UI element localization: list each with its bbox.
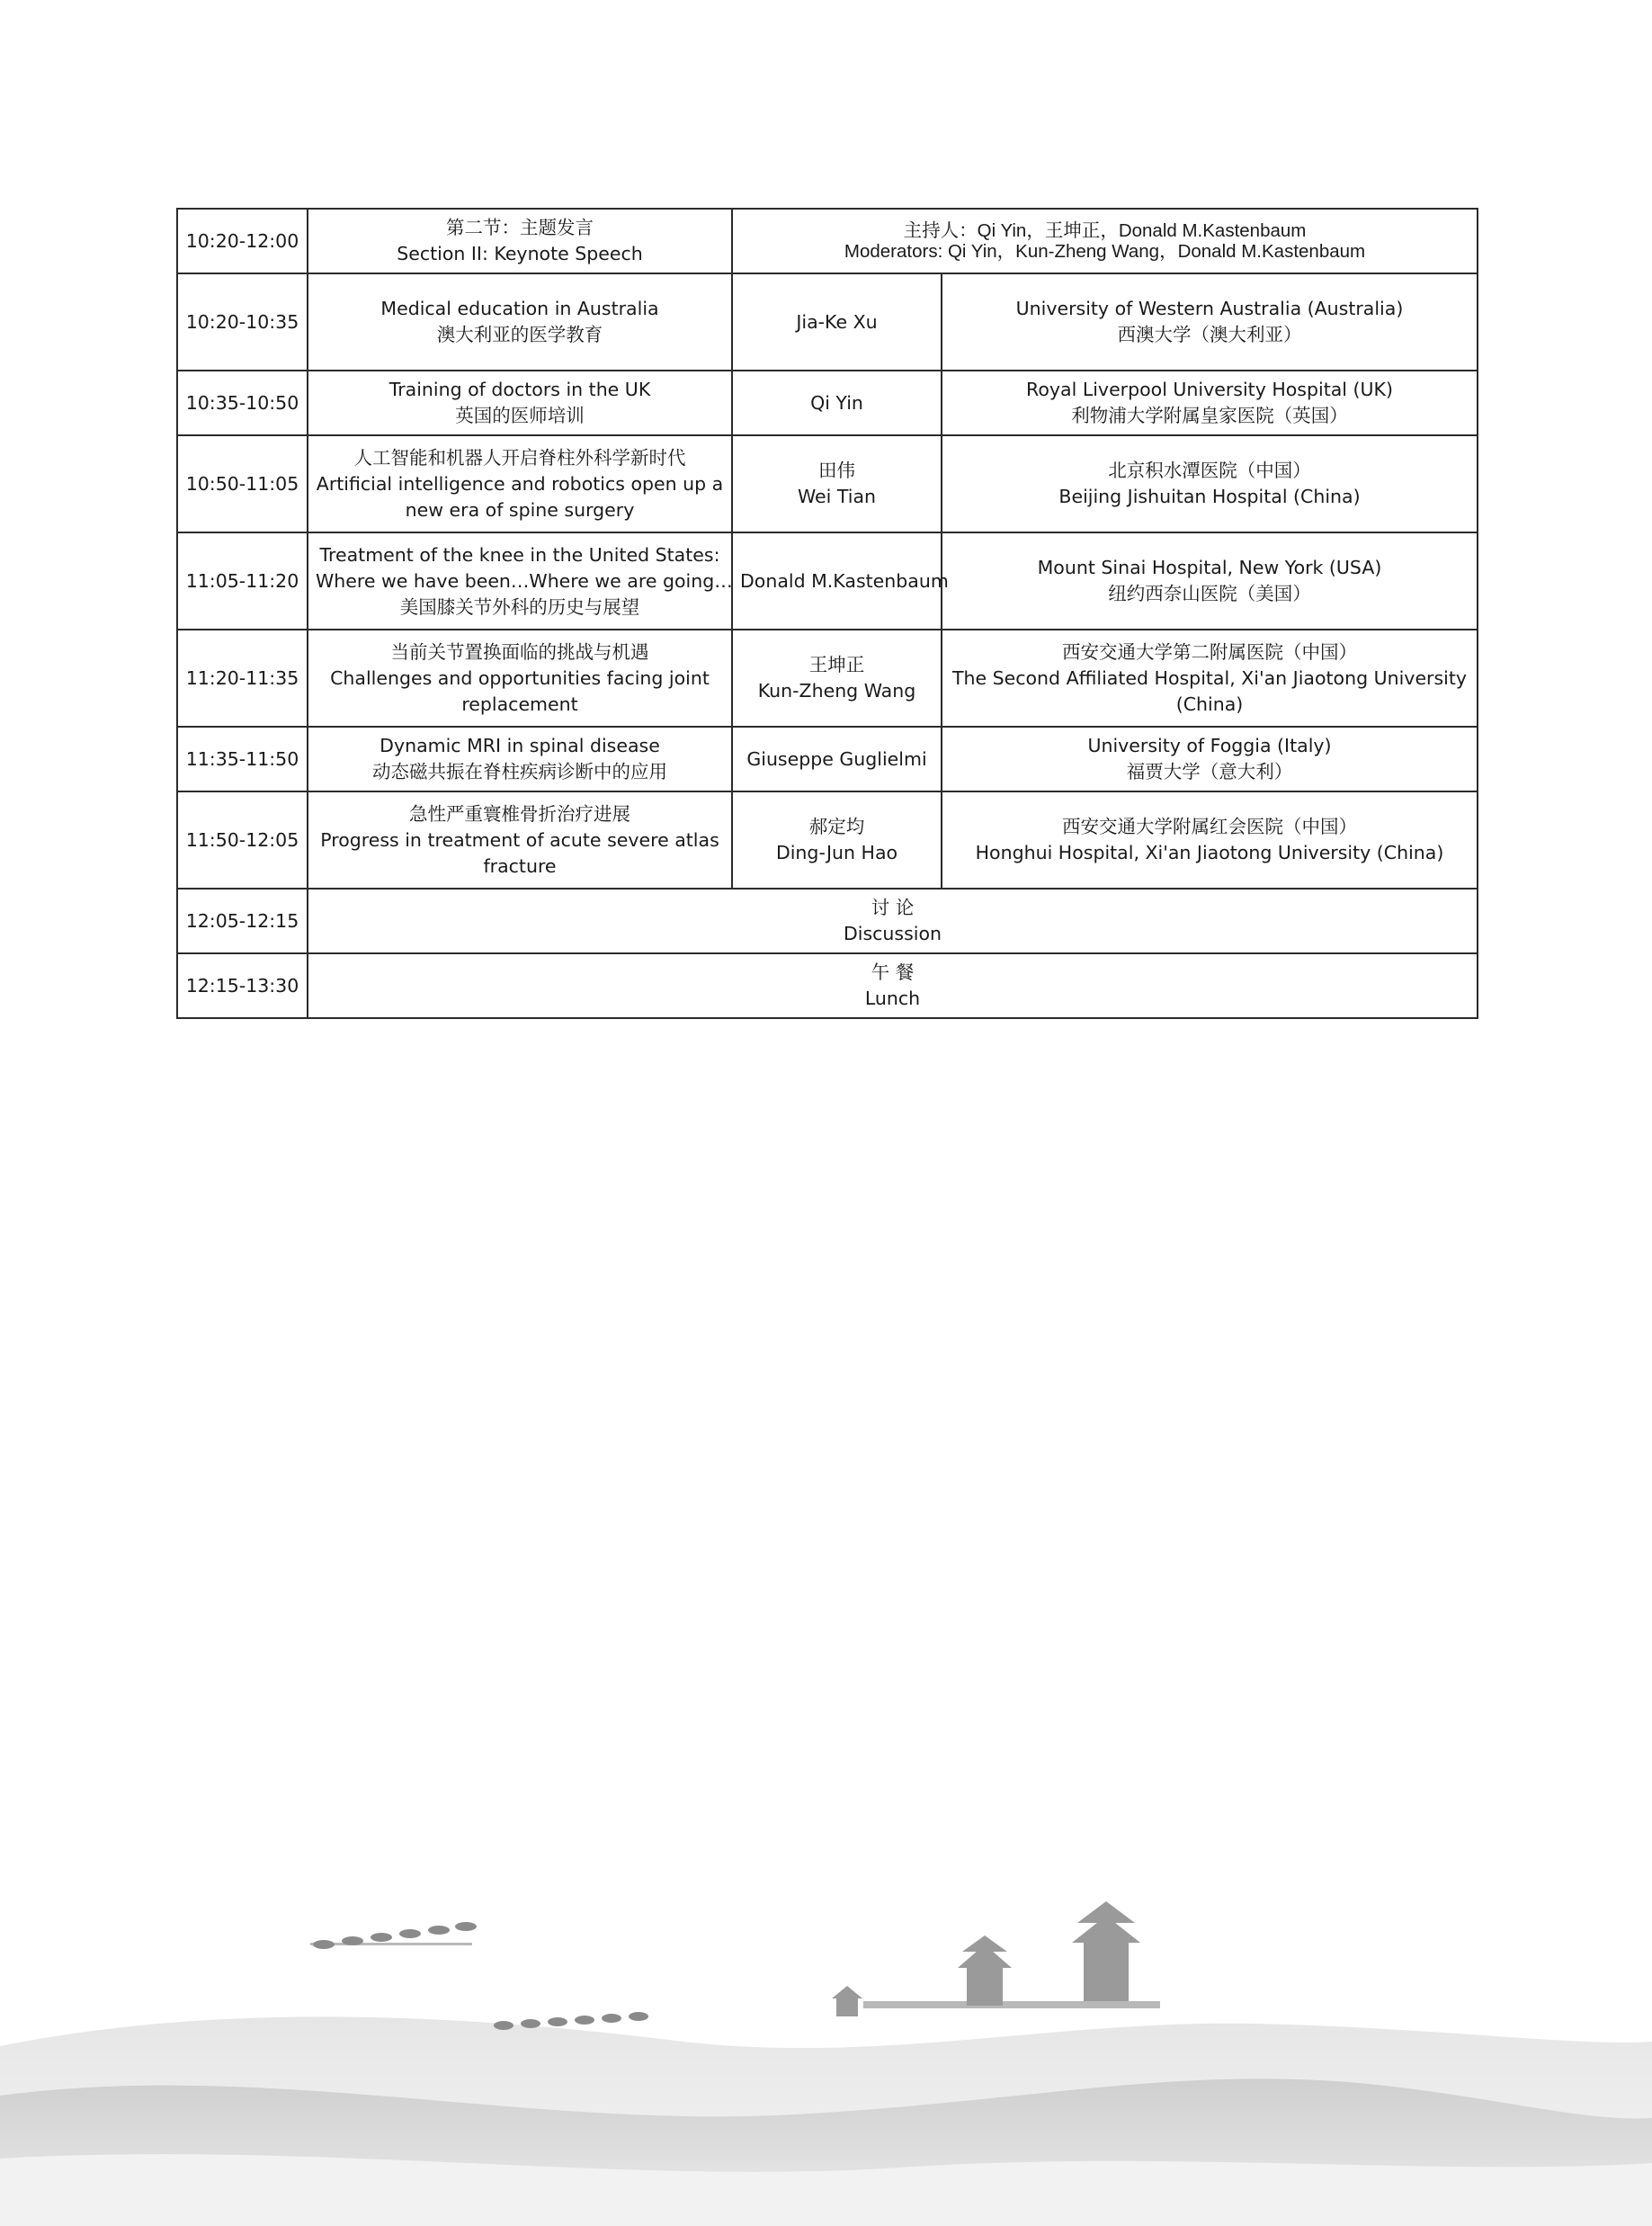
speaker-line: 王坤正 <box>808 654 865 675</box>
topic-line: 当前关节置换面临的挑战与机遇 <box>390 640 649 663</box>
affiliation-line: Royal Liverpool University Hospital (UK) <box>1026 379 1393 400</box>
speaker-line: Qi Yin <box>810 391 863 414</box>
talk-row <box>177 791 1478 889</box>
desert-backdrop <box>0 1889 1652 2226</box>
section-title-cn: 第二节：主题发言 <box>446 217 594 238</box>
affiliation-line: University of Western Australia (Australia) <box>1015 298 1404 319</box>
section-title <box>308 209 732 273</box>
affiliation-line: 西安交通大学附属红会医院（中国） <box>1062 816 1357 837</box>
topic-line: Challenges and opportunities facing joint <box>330 666 710 689</box>
topic-line: Medical education in Australia <box>380 298 659 319</box>
talk-time: 10:20-10:35 <box>177 273 308 371</box>
speaker-line: 田伟 <box>818 460 855 481</box>
moderators-en: Moderators: Qi Yin，Kun-Zheng Wang，Donald M.Kastenbaum <box>844 241 1366 262</box>
speaker-line: Ding-Jun Hao <box>775 842 898 863</box>
talk-affiliation <box>942 435 1478 532</box>
break-label <box>308 889 1478 953</box>
talk-affiliation <box>942 727 1478 791</box>
talk-time: 10:50-11:05 <box>177 435 308 532</box>
speaker-line: Kun-Zheng Wang <box>757 680 916 702</box>
topic-line: 人工智能和机器人开启脊柱外科学新时代 <box>353 446 686 469</box>
speaker-line: Wei Tian <box>797 486 877 507</box>
topic-line: 澳大利亚的医学教育 <box>436 324 603 345</box>
speaker-line: Giuseppe Guglielmi <box>746 747 927 770</box>
speaker-line: 郝定均 <box>808 816 865 837</box>
camel-caravan-upper <box>310 1922 477 1949</box>
topic-line: new era of spine surgery <box>405 498 635 521</box>
talk-topic <box>308 727 732 791</box>
topic-line: 动态磁共振在脊柱疾病诊断中的应用 <box>372 761 667 782</box>
talk-row <box>177 435 1478 532</box>
talk-row <box>177 371 1478 435</box>
topic-line: Where we have been…Where we are going… <box>316 569 733 592</box>
talk-time: 11:35-11:50 <box>177 727 308 791</box>
section-moderators <box>732 209 1478 273</box>
section-time: 10:20-12:00 <box>177 209 308 273</box>
affiliation-line: The Second Affiliated Hospital, Xi'an Jiaotong University <box>951 666 1468 689</box>
affiliation-line: (China) <box>1175 693 1244 715</box>
affiliation-line: 福贾大学（意大利） <box>1126 761 1293 782</box>
schedule-table <box>176 208 1478 1019</box>
talk-speaker <box>732 791 942 889</box>
talk-affiliation <box>942 532 1478 630</box>
affiliation-line: 北京积水潭医院（中国） <box>1108 460 1311 481</box>
talk-affiliation <box>942 273 1478 371</box>
break-label-en: Lunch <box>864 988 921 1009</box>
talk-topic <box>308 273 732 371</box>
talk-topic <box>308 532 732 630</box>
speaker-line: Donald M.Kastenbaum <box>740 569 949 592</box>
talk-affiliation <box>942 791 1478 889</box>
topic-line: 急性严重寰椎骨折治疗进展 <box>409 802 630 825</box>
talk-topic <box>308 630 732 727</box>
topic-line: Artificial intelligence and robotics open up a <box>316 472 724 495</box>
talk-speaker <box>732 532 949 630</box>
topic-line: fracture <box>483 854 557 877</box>
talk-topic <box>308 371 732 435</box>
talk-affiliation <box>942 630 1478 727</box>
talk-topic <box>308 435 732 532</box>
talk-speaker <box>732 630 942 727</box>
topic-line: Training of doctors in the UK <box>388 379 651 400</box>
topic-line: Progress in treatment of acute severe atlas <box>320 828 719 851</box>
break-label <box>308 953 1478 1018</box>
break-label-cn: 午 餐 <box>871 961 915 983</box>
break-time: 12:15-13:30 <box>177 953 308 1018</box>
talk-row <box>177 727 1478 791</box>
section-header-row <box>177 209 1478 273</box>
section-title-en: Section II: Keynote Speech <box>397 243 643 264</box>
schedule-body <box>177 209 1478 1018</box>
talk-speaker <box>732 727 942 791</box>
talk-topic <box>308 791 732 889</box>
topic-line: 英国的医师培训 <box>455 405 585 426</box>
talk-speaker <box>732 371 942 435</box>
talk-time: 11:05-11:20 <box>177 532 308 630</box>
pagoda-towers <box>832 1901 1160 2016</box>
affiliation-line: 利物浦大学附属皇家医院（英国） <box>1071 405 1348 426</box>
affiliation-line: 纽约西奈山医院（美国） <box>1108 583 1311 604</box>
affiliation-line: Honghui Hospital, Xi'an Jiaotong University (China) <box>975 842 1444 863</box>
break-label-en: Discussion <box>843 923 942 944</box>
topic-line: Treatment of the knee in the United States: <box>319 543 720 566</box>
talk-affiliation <box>942 371 1478 435</box>
talk-row <box>177 273 1478 371</box>
topic-line: replacement <box>461 693 578 715</box>
break-row <box>177 889 1478 953</box>
talk-speaker <box>732 273 942 371</box>
moderators-cn: 主持人：Qi Yin，王坤正，Donald M.Kastenbaum <box>903 220 1307 241</box>
talk-time: 11:50-12:05 <box>177 791 308 889</box>
affiliation-line: Beijing Jishuitan Hospital (China) <box>1058 486 1361 507</box>
affiliation-line: 西安交通大学第二附属医院（中国） <box>1062 640 1357 663</box>
talk-row <box>177 532 1478 630</box>
affiliation-line: 西澳大学（澳大利亚） <box>1117 324 1302 345</box>
talk-time: 11:20-11:35 <box>177 630 308 727</box>
topic-line: Dynamic MRI in spinal disease <box>380 735 660 756</box>
affiliation-line: Mount Sinai Hospital, New York (USA) <box>1037 557 1382 578</box>
topic-line: 美国膝关节外科的历史与展望 <box>399 595 640 618</box>
break-row <box>177 953 1478 1018</box>
talk-row <box>177 630 1478 727</box>
affiliation-line: University of Foggia (Italy) <box>1087 735 1332 756</box>
talk-speaker <box>732 435 942 532</box>
talk-time: 10:35-10:50 <box>177 371 308 435</box>
speaker-line: Jia-Ke Xu <box>796 310 878 333</box>
break-label-cn: 讨 论 <box>871 897 915 918</box>
break-time: 12:05-12:15 <box>177 889 308 953</box>
